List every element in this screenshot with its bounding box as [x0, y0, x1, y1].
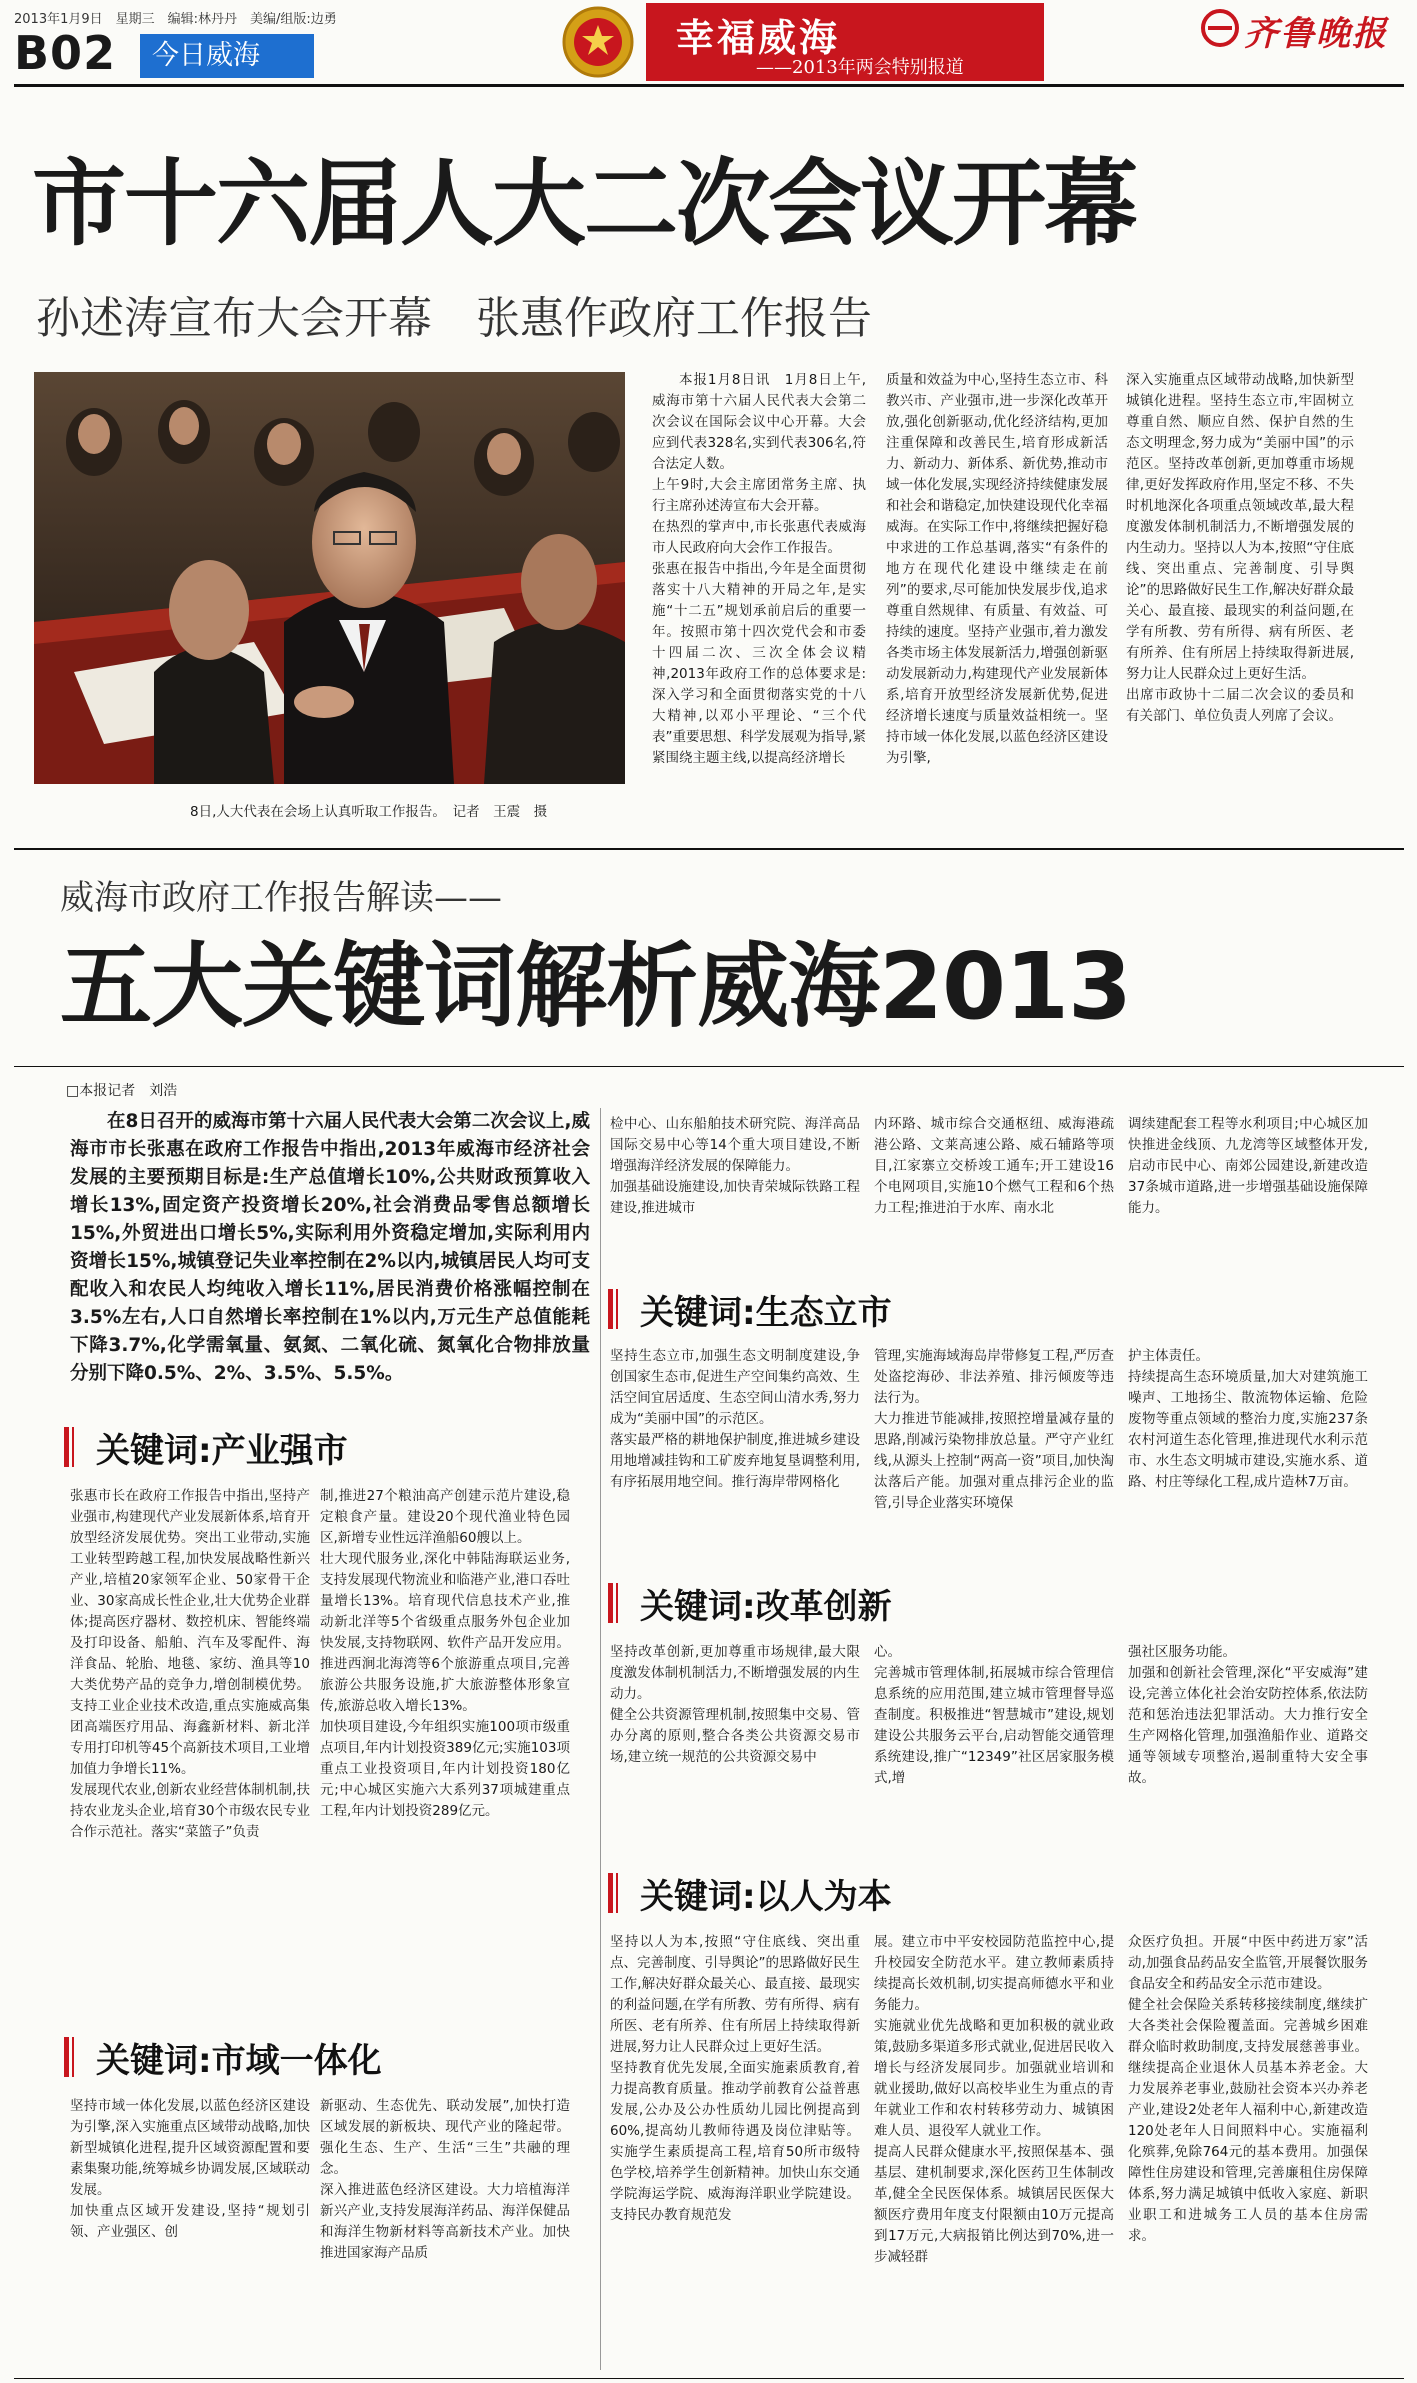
banner-subtitle: ——2013年两会特别报道 — [756, 57, 964, 78]
eco-column-3: 护主体责任。 持续提高生态环境质量,加大对建筑施工噪声、工地扬尘、散流物体运输、危险废物等重点领域的整治力度,实施237条农村河道生态化管理,推进现代水利示范市、水生态文明城市建设,实施水系、道路、村庄等绿化工程,成片造林7万亩。 — [1128, 1348, 1368, 1490]
header-meta-line: 2013年1月9日 星期三 编辑:林丹丹 美编/组版:边勇 — [14, 12, 337, 27]
special-report-banner — [646, 3, 1044, 81]
story1-column-1: 本报1月8日讯 1月8日上午,威海市第十六届人民代表大会第二次会议在国际会议中心开幕。大会应到代表328名,实到代表306名,符合法定人数。 上午9时,大会主席团常务主席、执行主席孙述涛宣布大会开幕。 在热烈的掌声中,市长张惠代表威海市人民政府向大会作工作报告。 张惠在报告中指出,今年是全面贯彻落实十八大精神的开局之年,是实施“十二五”规划承前启后的重要一年。按照市第十四次党代会和市委十四届二次、三次全体会议精神,2013年政府工作的总体要求是:深入学习和全面贯彻落实党的十八大精神,以邓小平理论、“三个代表”重要思想、科学发展观为指导,紧紧围绕主题主线,以提高经济增长 — [652, 372, 866, 766]
story2-kicker: 威海市政府工作报告解读—— — [60, 878, 502, 918]
story2-top-column-4: 调续建配套工程等水利项目;中心城区加快推进金线顶、九龙湾等区域整体开发,启动市民中心、南郊公园建设,新建改造37条城市道路,进一步增强基础设施保障能力。 — [1128, 1116, 1368, 1216]
orbit-e-logo-icon — [1200, 8, 1240, 48]
keyword-ecology — [608, 1286, 892, 1332]
story2-byline: □本报记者 刘浩 — [66, 1083, 178, 1099]
bottom-rule — [14, 2378, 1404, 2379]
banner-title: 幸福威海 — [676, 15, 841, 60]
people-column-2: 展。建立市中平安校园防范监控中心,提升校园安全防范水平。建立教师素质持续提高长效机制,切实提高师德水平和业务能力。 实施就业优先战略和更加积极的就业政策,鼓励多渠道多形式就业,促进居民收入增长与经济发展同步。加强就业培训和就业援助,做好以高校毕业生为重点的青年就业工作和农村转移劳动力、城镇困难人员、退役军人就业工作。 提高人民群众健康水平,按照保基本、强基层、建机制要求,深化医药卫生体制改革,健全全民医保体系。城镇居民医保大额医疗费用年度支付限额由10万元提高到17万元,大病报销比例达到70%,进一步减轻群 — [874, 1934, 1114, 2265]
people-column-1: 坚持以人为本,按照“守住底线、突出重点、完善制度、引导舆论”的思路做好民生工作,解决好群众最关心、最直接、最现实的利益问题,在学有所教、劳有所得、病有所医、老有所养、住有所居上持续取得新进展,努力让人民群众过上更好生活。 坚持教育优先发展,全面实施素质教育,着力提高教育质量。推动学前教育公益普惠发展,公办及公办性质幼儿园比例提高到60%,提高幼儿教师待遇及岗位津贴等。实施学生素质提高工程,培育50所市级特色学校,培养学生创新精神。加快山东交通学院海运学院、威海海洋职业学院建设。支持民办教育规范发 — [610, 1934, 860, 2223]
story2-top-column-3: 内环路、城市综合交通枢纽、威海港疏港公路、文莱高速公路、威石辅路等项目,江家寨立交桥竣工通车;开工建设16个电网项目,实施10个燃气工程和6个热力工程;推进泊于水库、南水北 — [874, 1116, 1114, 1216]
section-label: 今日威海 — [140, 34, 314, 78]
story2-top-column-2: 检中心、山东船舶技术研究院、海洋高品国际交易中心等14个重大项目建设,不断增强海洋经济发展的保障能力。 加强基础设施建设,加快青荣城际铁路工程建设,推进城市 — [610, 1116, 860, 1216]
photo-caption: 8日,人大代表在会场上认真听取工作报告。 记者 王震 摄 — [190, 804, 548, 820]
story1-column-3: 深入实施重点区域带动战略,加快新型城镇化进程。坚持生态立市,牢固树立尊重自然、顺应自然、保护自然的生态文明理念,努力成为“美丽中国”的示范区。坚持改革创新,更加尊重市场规律,更好发挥政府作用,坚定不移、不失时机地深化各项重点领域改革,最大程度激发体制机制活力,不断增强发展的内生动力。坚持以人为本,按照“守住底线、突出重点、完善制度、引导舆论”的思路做好民生工作,解决好群众最关心、最直接、最现实的利益问题,在学有所教、劳有所得、病有所医、老有所养、住有所居上持续取得新进展,努力让人民群众过上更好生活。 出席市政协十二届二次会议的委员和有关部门、单位负责人列席了会议。 — [1126, 372, 1354, 724]
keyword-unification-label: 关键词:市域一体化 — [96, 2040, 382, 2081]
keyword-reform — [608, 1580, 892, 1626]
unify-column-1: 坚持市域一体化发展,以蓝色经济区建设为引擎,深入实施重点区域带动战略,加快新型城镇化进程,提升区域资源配置和要素集聚功能,统筹城乡协调发展,区域联动发展。 加快重点区域开发建设,坚持“规划引领、产业强区、创 — [70, 2098, 310, 2240]
story1-column-2: 质量和效益为中心,坚持生态立市、科教兴市、产业强市,进一步深化改革开放,强化创新驱动,优化经济结构,更加注重保障和改善民生,培育形成新活力、新动力、新体系、新优势,推动市域一体化发展,实现经济持续健康发展和社会和谐稳定,加快建设现代化幸福威海。在实际工作中,将继续把握好稳中求进的工作总基调,落实“有条件的地方在现代化建设中继续走在前列”的要求,尽可能加快发展步伐,追求尊重自然规律、有质量、有效益、可持续的速度。坚持产业强市,着力激发各类市场主体发展新活力,增强创新驱动发展新动力,构建现代产业发展新体系,培育开放型经济发展新优势,促进经济增长速度与质量效益相统一。坚持市域一体化发展,以蓝色经济区建设为引擎, — [886, 372, 1108, 766]
keyword-people-label: 关键词:以人为本 — [640, 1876, 892, 1917]
story1-headline: 市十六届人大二次会议开幕 — [32, 150, 1137, 259]
page-number: B02 — [14, 26, 117, 80]
headline-underline — [14, 1066, 1404, 1067]
keyword-industry — [64, 1424, 348, 1470]
story2-lead: 在8日召开的威海市第十六届人民代表大会第二次会议上,威海市市长张惠在政府工作报告中指出,2013年威海市经济社会发展的主要预期目标是:生产总值增长10%,公共财政预算收入增长13%,固定资产投资增长20%,社会消费品零售总额增长15%,外贸进出口增长5%,实际利用外资稳定增加,实际利用内资增长15%,城镇登记失业率控制在2%以内,城镇居民人均可支配收入和农民人均纯收入增长11%,居民消费价格涨幅控制在3.5%左右,人口自然增长率控制在1%以内,万元生产总值能耗下降3.7%,化学需氧量、氨氮、二氧化硫、氮氧化合物排放量分别下降0.5%、2%、3.5%、5.5%。 — [70, 1111, 590, 1384]
emblem-icon — [556, 3, 640, 81]
keyword-unification — [64, 2034, 382, 2080]
industry-column-2: 制,推进27个粮油高产创建示范片建设,稳定粮食产量。建设20个现代渔业特色园区,新增专业性远洋渔船60艘以上。 壮大现代服务业,深化中韩陆海联运业务,支持发展现代物流业和临港产业,港口吞吐量增长13%。培育现代信息技术产业,推动新北洋等5个省级重点服务外包企业加快发展,支持物联网、软件产品开发应用。推进西涧北海湾等6个旅游重点项目,完善旅游公共服务设施,扩大旅游整体形象宣传,旅游总收入增长13%。 加快项目建设,今年组织实施100项市级重点项目,年内计划投资389亿元;实施103项重点工业投资项目,年内计划投资180亿元;中心城区实施六大系列37项城建重点工程,年内计划投资289亿元。 — [320, 1488, 570, 1819]
column-rule-1 — [600, 1108, 601, 2370]
keyword-ecology-label: 关键词:生态立市 — [640, 1292, 892, 1333]
reform-column-1: 坚持改革创新,更加尊重市场规律,最大限度激发体制机制活力,不断增强发展的内生动力。 健全公共资源管理机制,按照集中交易、管办分离的原则,整合各类公共资源交易市场,建立统一规范的公共资源交易中 — [610, 1644, 860, 1765]
keyword-people — [608, 1870, 892, 1916]
header-rule — [14, 84, 1404, 87]
people-column-3: 众医疗负担。开展“中医中药进万家”活动,加强食品药品安全监管,开展餐饮服务食品安全和药品安全示范市建设。 健全社会保险关系转移接续制度,继续扩大各类社会保险覆盖面。完善城乡困难群众临时救助制度,支持发展慈善事业。继续提高企业退休人员基本养老金。大力发展养老事业,鼓励社会资本兴办养老产业,建设2处老年人福利中心,新建改造120处老年人日间照料中心。实施福利化殡葬,免除764元的基本费用。加强保障性住房建设和管理,完善廉租住房保障体系,努力满足城镇中低收入家庭、新职业职工和进城务工人员的基本住房需求。 — [1128, 1934, 1368, 2244]
meeting-photo — [34, 372, 625, 784]
eco-column-2: 管理,实施海域海岛岸带修复工程,严厉查处盗挖海砂、非法养殖、排污倾废等违法行为。 大力推进节能减排,按照控增量减存量的思路,削减污染物排放总量。严守产业红线,从源头上控制“两高一资”项目,加快淘汰落后产能。加强对重点排污企业的监管,引导企业落实环境保 — [874, 1348, 1114, 1511]
story-divider — [14, 848, 1404, 850]
reform-column-3: 强社区服务功能。 加强和创新社会管理,深化“平安威海”建设,完善立体化社会治安防控体系,依法防范和惩治违法犯罪活动。大力推行安全生产网格化管理,加强渔船作业、道路交通等领域专项整治,遏制重特大安全事故。 — [1128, 1644, 1368, 1786]
story1-subheadline: 孙述涛宣布大会开幕 张惠作政府工作报告 — [36, 293, 872, 344]
reform-column-2: 心。 完善城市管理体制,拓展城市综合管理信息系统的应用范围,建立城市管理督导巡查制度。积极推进“智慧城市”建设,规划建设公共服务云平台,启动智能交通管理系统建设,推广“12349”社区居家服务模式,增 — [874, 1644, 1114, 1786]
keyword-industry-label: 关键词:产业强市 — [96, 1430, 348, 1471]
newspaper-logo — [1200, 6, 1410, 54]
eco-column-1: 坚持生态立市,加强生态文明制度建设,争创国家生态市,促进生产空间集约高效、生活空间宜居适度、生态空间山清水秀,努力成为“美丽中国”的示范区。 落实最严格的耕地保护制度,推进城乡建设用地增减挂钩和工矿废弃地复垦调整利用,有序拓展用地空间。推行海岸带网格化 — [610, 1348, 860, 1490]
story2-headline: 五大关键词解析威海2013 — [60, 933, 1132, 1040]
newspaper-name: 齐鲁晚报 — [1244, 14, 1388, 54]
industry-column-1: 张惠市长在政府工作报告中指出,坚持产业强市,构建现代产业发展新体系,培育开放型经济发展优势。突出工业带动,实施工业转型跨越工程,加快发展战略性新兴产业,培植20家领军企业、50家骨干企业、30家高成长性企业,壮大优势企业群体;提高医疗器材、数控机床、智能终端及打印设备、船舶、汽车及零配件、海洋食品、轮胎、地毯、家纺、渔具等10大类优势产品的竞争力,增创制模优势。支持工业企业技术改造,重点实施威高集团高端医疗用品、海鑫新材料、新北洋专用打印机等45个高新技术项目,工业增加值力争增长11%。 发展现代农业,创新农业经营体制机制,扶持农业龙头企业,培育30个市级农民专业合作示范社。落实“菜篮子”负责 — [70, 1488, 310, 1840]
keyword-reform-label: 关键词:改革创新 — [640, 1586, 892, 1627]
unify-column-2: 新驱动、生态优先、联动发展”,加快打造区域发展的新板块、现代产业的隆起带。强化生态、生产、生活“三生”共融的理念。 深入推进蓝色经济区建设。大力培植海洋新兴产业,支持发展海洋药品、海洋保健品和海洋生物新材料等高新技术产业。加快推进国家海产品质 — [320, 2098, 570, 2261]
